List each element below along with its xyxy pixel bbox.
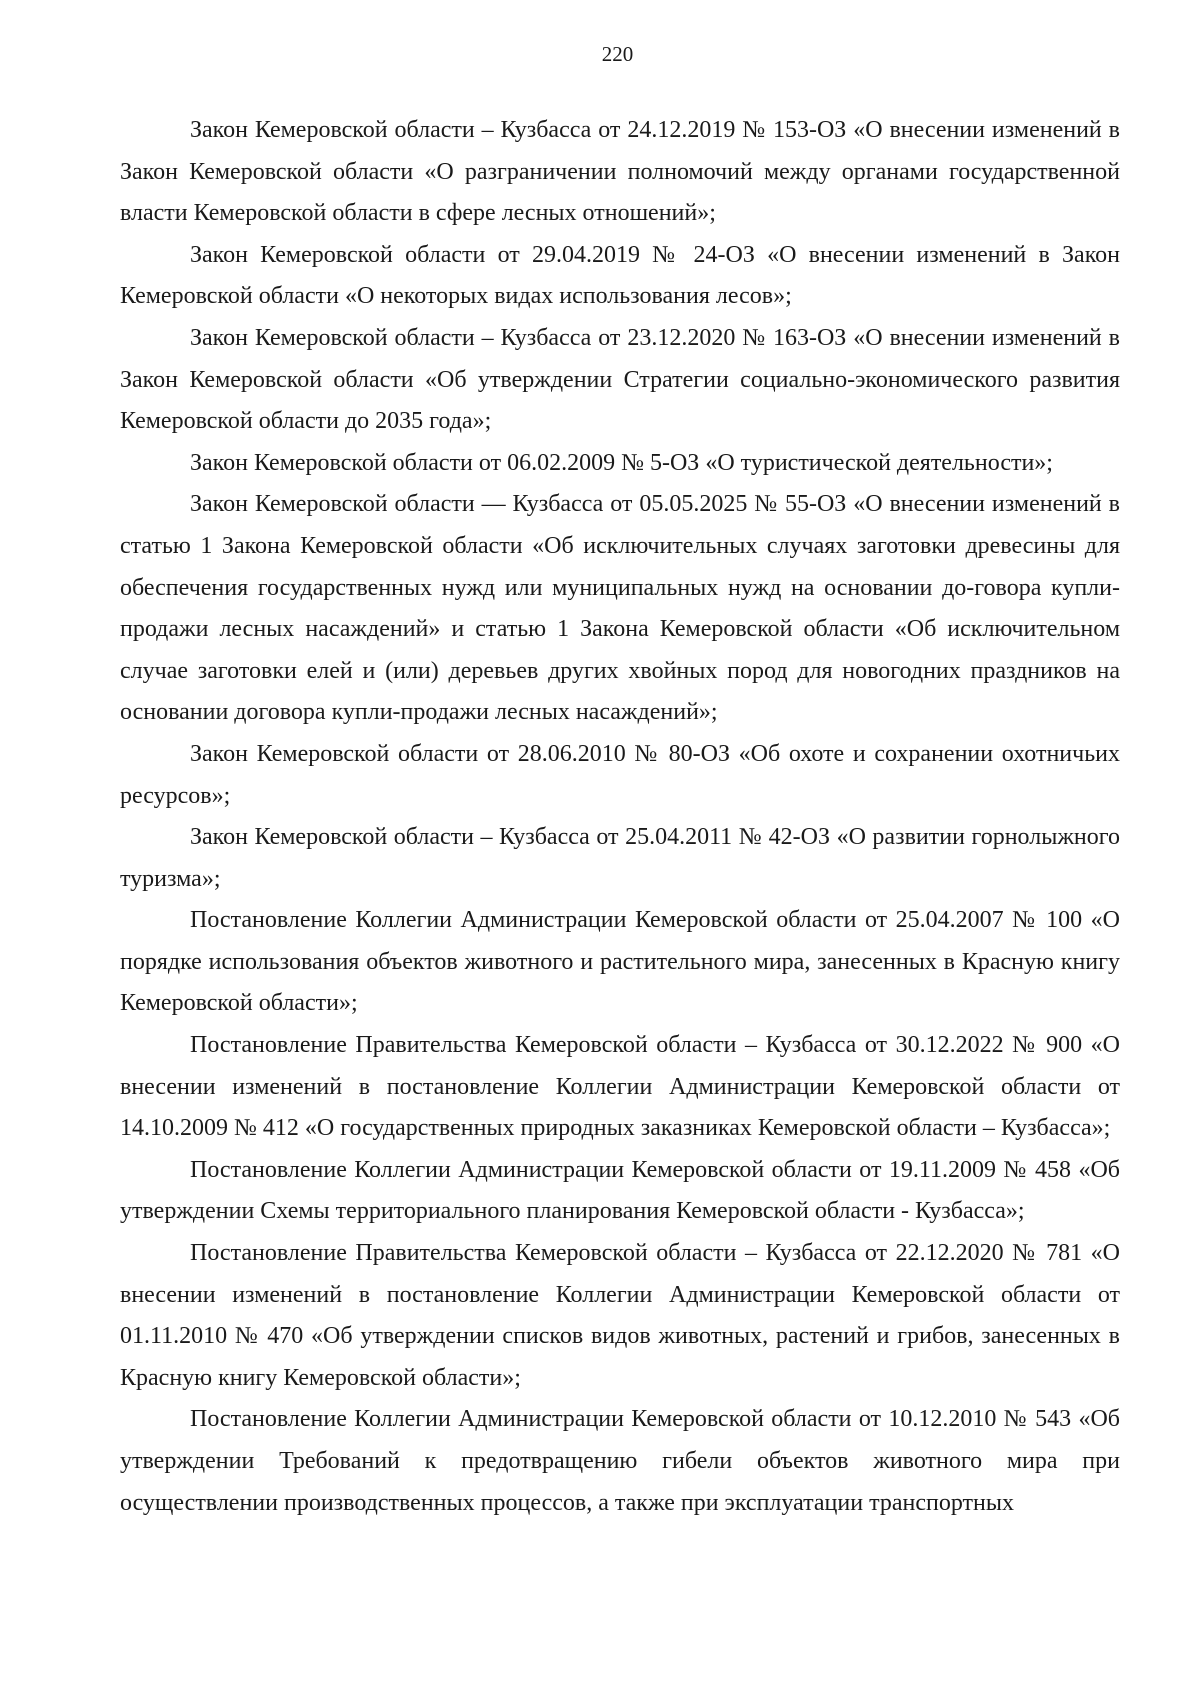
paragraph: Закон Кемеровской области от 28.06.2010 № 80-ОЗ «Об охоте и сохранении охотничьих ресурсов»; <box>120 740 1120 809</box>
paragraph: Закон Кемеровской области от 06.02.2009 № 5-ОЗ «О туристической деятельности»; <box>190 449 1053 476</box>
page-number: 220 <box>601 42 634 66</box>
paragraph: Постановление Правительства Кемеровской области – Кузбасса от 30.12.2022 № 900 «О внесении изменений в постановление Коллегии Администрации Кемеровской области от 14.10.2009 № 412 «О государственных природных заказниках Кемеровской области – Кузбасса»; <box>120 1032 1120 1142</box>
paragraph: Постановление Коллегии Администрации Кемеровской области от 25.04.2007 № 100 «О порядке использования объектов животного и растительного мира, занесенных в Красную книгу Кемеровской области»; <box>120 907 1120 1017</box>
paragraph: Закон Кемеровской области – Кузбасса от 25.04.2011 № 42-ОЗ «О развитии горнолыжного туризма»; <box>120 824 1120 892</box>
paragraph: Закон Кемеровской области – Кузбасса от 23.12.2020 № 163-ОЗ «О внесении изменений в Закон Кемеровской области «Об утверждении Стратегии социально-экономического развития Кемеровской области до 2035 года»; <box>120 324 1120 435</box>
paragraph: Закон Кемеровской области от 29.04.2019 № 24-ОЗ «О внесении изменений в Закон Кемеровской области «О некоторых видах использования лесов»; <box>120 241 1120 310</box>
document-body <box>120 110 1120 1524</box>
paragraph: Закон Кемеровской области — Кузбасса от 05.05.2025 № 55-ОЗ «О внесении изменений в статью 1 Закона Кемеровской области «Об исключительных случаях заготовки древесины для обеспечения государственных нужд или муниципальных нужд на основании до-говора купли-продажи лесных насаждений» и статью 1 Закона Кемеровской области «Об исключительном случае заготовки елей и (или) деревьев других хвойных пород для новогодних праздников на основании договора купли-продажи лесных насаждений»; <box>120 491 1120 726</box>
paragraph: Постановление Коллегии Администрации Кемеровской области от 10.12.2010 № 543 «Об утверждении Требований к предотвращению гибели объектов животного мира при осуществлении производственных процессов, а также при эксплуатации транспортных <box>120 1406 1120 1516</box>
paragraph: Закон Кемеровской области – Кузбасса от 24.12.2019 № 153-ОЗ «О внесении изменений в Закон Кемеровской области «О разграничении полномочий между органами государственной власти Кемеровской области в сфере лесных отношений»; <box>120 117 1120 227</box>
paragraph: Постановление Правительства Кемеровской области – Кузбасса от 22.12.2020 № 781 «О внесении изменений в постановление Коллегии Администрации Кемеровской области от 01.11.2010 № 470 «Об утверждении списков видов животных, растений и грибов, занесенных в Красную книгу Кемеровской области»; <box>120 1240 1120 1391</box>
paragraph: Постановление Коллегии Администрации Кемеровской области от 19.11.2009 № 458 «Об утверждении Схемы территориального планирования Кемеровской области - Кузбасса»; <box>120 1156 1120 1225</box>
